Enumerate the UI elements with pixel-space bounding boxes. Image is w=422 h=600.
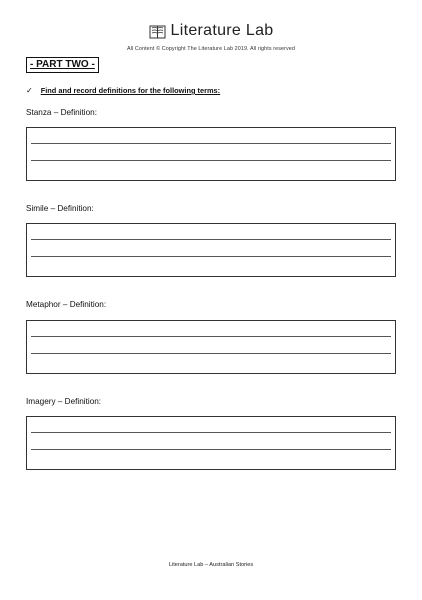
instruction [26, 86, 220, 95]
check-icon: ✓ [26, 86, 33, 95]
term-label-simile: Simile – Definition: [26, 204, 94, 213]
answer-line [31, 336, 391, 337]
answer-line [31, 353, 391, 354]
answer-line [31, 239, 391, 240]
answer-line [31, 449, 391, 450]
answer-box-imagery[interactable] [26, 416, 396, 470]
term-label-stanza: Stanza – Definition: [26, 108, 98, 117]
answer-line [31, 256, 391, 257]
brand [149, 20, 274, 42]
part-title: - PART TWO - [26, 57, 99, 73]
copyright-notice: All Content © Copyright The Literature Lab 2019. All rights reserved [127, 45, 295, 52]
answer-box-stanza[interactable] [26, 127, 396, 181]
answer-box-simile[interactable] [26, 223, 396, 277]
page-header [0, 20, 422, 52]
answer-box-metaphor[interactable] [26, 320, 396, 374]
book-icon [149, 24, 166, 39]
answer-line [31, 432, 391, 433]
page-footer: Literature Lab – Australian Stories [168, 562, 254, 568]
answer-line [31, 160, 391, 161]
answer-line [31, 143, 391, 144]
brand-name: Literature Lab [170, 22, 274, 39]
term-label-imagery: Imagery – Definition: [26, 397, 102, 406]
instruction-text: Find and record definitions for the following terms: [40, 86, 221, 95]
term-label-metaphor: Metaphor – Definition: [26, 300, 107, 309]
